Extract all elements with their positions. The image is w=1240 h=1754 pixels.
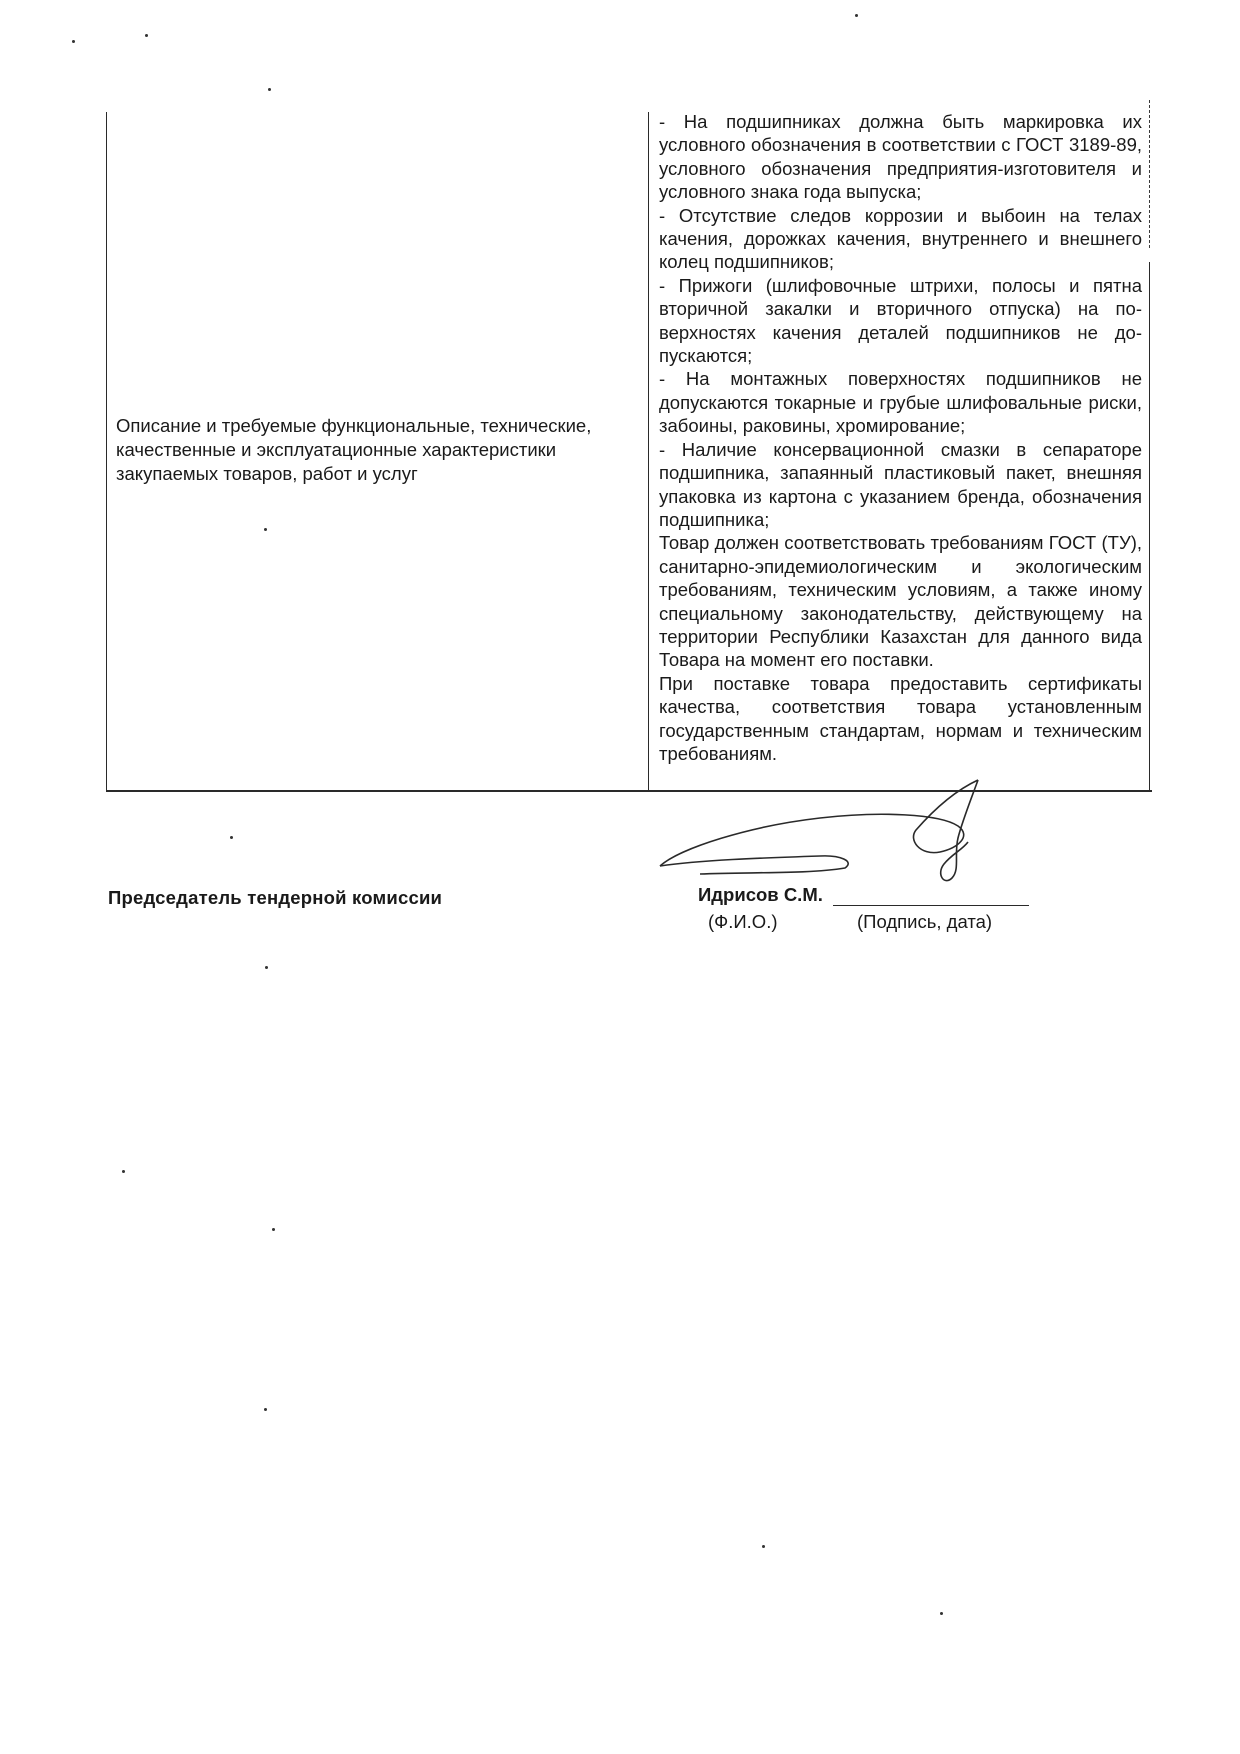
scan-speck (265, 966, 268, 969)
requirements-table (106, 112, 1152, 792)
requirement-packaging: - Наличие консервационной смазки в сепараторе подшипника, запаянный пластиковый пакет, внешняя упаковка из картона с указанием бренда, обозначения подшипника; (659, 438, 1142, 530)
scan-speck (122, 1170, 125, 1173)
requirement-corrosion: - Отсутствие следов коррозии и выбоин на телах качения, дорожках качения, внутреннего и внешнего колец подшипников; (659, 204, 1142, 273)
scan-speck (264, 1408, 267, 1411)
requirements-content-cell (659, 110, 1142, 765)
scan-speck (762, 1545, 765, 1548)
table-column-divider (648, 112, 649, 790)
chairman-name: Идрисов С.М. (698, 884, 823, 905)
table-border-left (106, 112, 107, 790)
scan-speck (145, 34, 148, 37)
scan-speck (72, 40, 75, 43)
scan-speck (264, 528, 267, 531)
handwritten-signature (640, 778, 1020, 888)
requirement-standards: Товар должен соответствовать требованиям ГОСТ (ТУ), санитарно-эпидемиологическим и экологическим требованиям, техническим условиям, а также иному специальному законодательству, действующему на территории Республики Казахстан для данного вида Товара на момент его поставки. (659, 532, 1142, 671)
fio-label: (Ф.И.О.) (708, 911, 778, 932)
scan-speck (940, 1612, 943, 1615)
scan-speck (855, 14, 858, 17)
chairman-title: Председатель тендерной комиссии (108, 887, 443, 908)
requirement-mounting-surfaces: - На монтажных поверхностях подшипников не допускаются токарные и грубые шлифовальные риски, забоины, раковины, хромирование; (659, 368, 1142, 437)
signature-date-label: (Подпись, дата) (857, 911, 993, 932)
scan-speck (230, 836, 233, 839)
table-border-right-top (1149, 100, 1150, 248)
scan-speck (268, 88, 271, 91)
requirement-marking: - На подшипниках должна быть маркировка их условного обозначения в соответствии с ГОСТ 3189-89, условного обозначения предприятия-изготовителя и условного знака года выпуска; (659, 111, 1142, 203)
scan-speck (272, 1228, 275, 1231)
requirement-certificates: При поставке товара предоставить сертификаты качества, соответствия товара установленным государственным стандартам, нормам и техническим требованиям. (659, 672, 1142, 764)
requirements-label-cell: Описание и требуемые функциональные, технические, качественные и эксплуатационные характеристики закупаемых товаров, работ и услуг (116, 415, 592, 484)
signature-line (833, 905, 1029, 906)
requirement-burns: - Прижоги (шлифовочные штрихи, полосы и пятна вторичной закалки и вторичного отпуска) на поверхностях качения деталей подшипников не допускаются; (659, 274, 1142, 367)
table-border-right (1149, 262, 1150, 790)
